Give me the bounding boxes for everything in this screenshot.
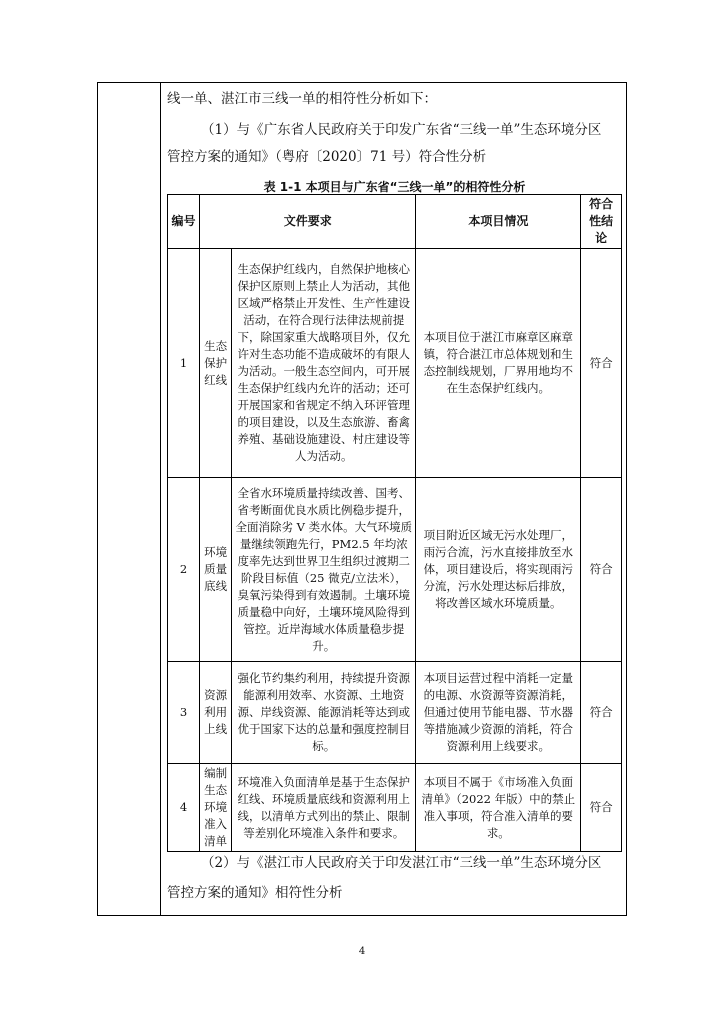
section2-heading-line1: （2）与《湛江市人民政府关于印发湛江市“三线一单”生态环境分区 — [201, 855, 602, 871]
row-category: 资源利用上线 — [200, 662, 232, 764]
table-row — [168, 662, 622, 764]
row-requirement: 环境准入负面清单是基于生态保护红线、环境质量底线和资源利用上线，以清单方式列出的禁止、限制等差别化环境准入条件和要求。 — [232, 764, 416, 852]
table-caption: 表 1-1 本项目与广东省“三线一单”的相符性分析 — [263, 180, 526, 194]
compliance-table — [167, 194, 622, 852]
row-category: 编制生态环境准入清单 — [200, 764, 232, 852]
row-no: 1 — [168, 249, 200, 478]
header-result: 符合性结论 — [581, 195, 622, 249]
row-requirement: 强化节约集约利用，持续提升资源能源利用效率、水资源、土地资源、岸线资源、能源消耗等达到或优于国家下达的总量和强度控制目标。 — [232, 662, 416, 764]
header-requirement: 文件要求 — [200, 195, 416, 249]
table-header-row — [168, 195, 622, 249]
row-requirement: 全省水环境质量持续改善、国考、省考断面优良水质比例稳步提升，全面消除劣 V 类水体。大气环境质量继续领跑先行，PM2.5 年均浓度率先达到世界卫生组织过渡期二阶段目标值（25 微克/立法米），臭氧污染得到有效遏制。土壤环境质量稳中向好，土壤环境风险得到管控。近岸海域水体质量稳步提升。 — [232, 478, 416, 662]
intro-line: 线一单、湛江市三线一单的相符性分析如下： — [167, 91, 437, 107]
row-category: 环境质量底线 — [200, 478, 232, 662]
table-row — [168, 249, 622, 478]
frame-column-divider — [160, 82, 161, 916]
row-no: 4 — [168, 764, 200, 852]
row-no: 3 — [168, 662, 200, 764]
row-result: 符合 — [581, 662, 622, 764]
row-project: 本项目运营过程中消耗一定量的电源、水资源等资源消耗，但通过使用节能电器、节水器等措施减少资源的消耗，符合资源利用上线要求。 — [416, 662, 581, 764]
row-project: 项目附近区域无污水处理厂，雨污合流，污水直接排放至水体，项目建设后，将实现雨污分流，污水处理达标后排放，将改善区域水环境质量。 — [416, 478, 581, 662]
header-project: 本项目情况 — [416, 195, 581, 249]
section1-heading-line1: （1）与《广东省人民政府关于印发广东省“三线一单”生态环境分区 — [201, 122, 602, 138]
row-category: 生态保护红线 — [200, 249, 232, 478]
row-requirement: 生态保护红线内，自然保护地核心保护区原则上禁止人为活动，其他区域严格禁止开发性、生产性建设活动，在符合现行法律法规前提下，除国家重大战略项目外，仅允许对生态功能不造成破坏的有限人为活动。一般生态空间内，可开展生态保护红线内允许的活动；还可开展国家和省规定不纳入环评管理的项目建设，以及生态旅游、畜禽养殖、基础设施建设、村庄建设等人为活动。 — [232, 249, 416, 478]
row-no: 2 — [168, 478, 200, 662]
table-row — [168, 764, 622, 852]
row-project: 本项目不属于《市场准入负面清单》（2022 年版）中的禁止准入事项，符合准入清单的要求。 — [416, 764, 581, 852]
table-row — [168, 478, 622, 662]
row-result: 符合 — [581, 249, 622, 478]
section1-heading-line2: 管控方案的通知》（粤府〔2020〕71 号）符合性分析 — [167, 149, 487, 165]
row-result: 符合 — [581, 764, 622, 852]
section2-heading-line2: 管控方案的通知》相符性分析 — [167, 885, 343, 901]
row-result: 符合 — [581, 478, 622, 662]
page-number: 4 — [358, 946, 366, 957]
row-project: 本项目位于湛江市麻章区麻章镇，符合湛江市总体规划和生态控制线规划，厂界用地均不在生态保护红线内。 — [416, 249, 581, 478]
header-no: 编号 — [168, 195, 200, 249]
